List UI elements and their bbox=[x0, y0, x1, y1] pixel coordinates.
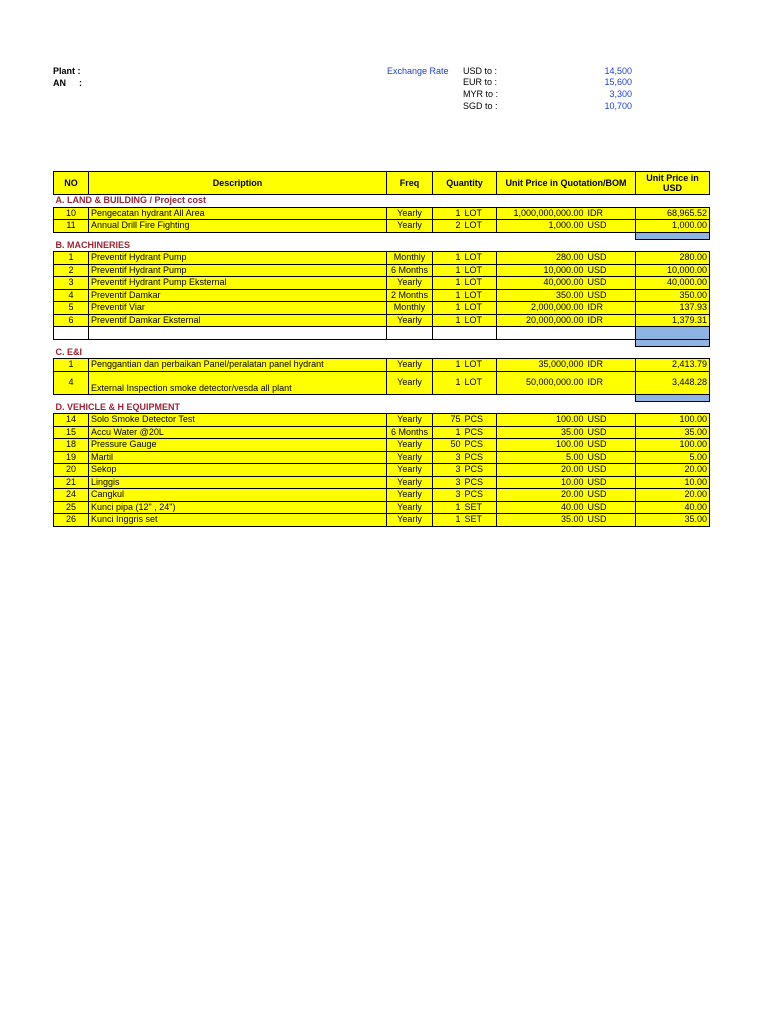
cell-unit[interactable]: SET bbox=[463, 501, 497, 514]
cell-currency[interactable]: USD bbox=[586, 451, 636, 464]
cell-no[interactable]: 4 bbox=[54, 371, 89, 394]
cell-unit-price[interactable]: 10,000.00 bbox=[497, 264, 586, 277]
cell-freq[interactable]: Yearly bbox=[387, 277, 433, 290]
cell-price-usd[interactable]: 20.00 bbox=[636, 489, 710, 502]
cell-freq[interactable]: Yearly bbox=[387, 464, 433, 477]
cost-table bbox=[53, 171, 710, 527]
spacer-cell bbox=[636, 394, 710, 401]
cell-description[interactable]: Preventif Hydrant Pump bbox=[89, 264, 387, 277]
cell-qty[interactable]: 2 bbox=[433, 220, 463, 233]
cell-unit-price[interactable]: 50,000,000.00 bbox=[497, 371, 586, 394]
cell-no[interactable]: 5 bbox=[54, 302, 89, 315]
empty-cell[interactable] bbox=[89, 327, 387, 340]
section-header bbox=[54, 346, 710, 359]
cell-description[interactable]: Preventif Hydrant Pump bbox=[89, 252, 387, 265]
cell-unit[interactable]: PCS bbox=[463, 451, 497, 464]
cell-unit-price[interactable]: 40,000.00 bbox=[497, 277, 586, 290]
cell-freq[interactable]: 6 Months bbox=[387, 426, 433, 439]
spacer-cell bbox=[497, 232, 586, 239]
cell-unit[interactable]: LOT bbox=[463, 220, 497, 233]
cell-description[interactable]: Pressure Gauge bbox=[89, 439, 387, 452]
cell-qty[interactable]: 1 bbox=[433, 277, 463, 290]
table-header-row bbox=[54, 172, 710, 195]
cell-qty[interactable]: 1 bbox=[433, 289, 463, 302]
cell-price-usd[interactable]: 350.00 bbox=[636, 289, 710, 302]
table-row[interactable] bbox=[54, 314, 710, 327]
table-row[interactable] bbox=[54, 207, 710, 220]
cell-description[interactable]: Accu Water @20L bbox=[89, 426, 387, 439]
table-row[interactable] bbox=[54, 514, 710, 527]
cell-freq[interactable]: Yearly bbox=[387, 359, 433, 372]
cell-unit-price[interactable]: 1,000.00 bbox=[497, 220, 586, 233]
empty-row[interactable] bbox=[54, 327, 710, 340]
rate-value-sgd[interactable]: 10,700 bbox=[604, 101, 632, 111]
cell-currency[interactable]: USD bbox=[586, 476, 636, 489]
plant-label: Plant : bbox=[53, 66, 81, 76]
cell-unit-price[interactable]: 100.00 bbox=[497, 439, 586, 452]
table-row[interactable] bbox=[54, 220, 710, 233]
spacer-cell bbox=[636, 232, 710, 239]
cell-unit-price[interactable]: 100.00 bbox=[497, 414, 586, 427]
cell-price-usd[interactable]: 35.00 bbox=[636, 514, 710, 527]
spacer-row bbox=[54, 232, 710, 239]
table-row[interactable] bbox=[54, 277, 710, 290]
cell-qty[interactable]: 1 bbox=[433, 264, 463, 277]
cell-currency[interactable]: USD bbox=[586, 489, 636, 502]
cell-unit-price[interactable]: 20,000,000.00 bbox=[497, 314, 586, 327]
cell-unit[interactable]: PCS bbox=[463, 476, 497, 489]
cell-price-usd[interactable]: 40,000.00 bbox=[636, 277, 710, 290]
cell-unit-price[interactable]: 280.00 bbox=[497, 252, 586, 265]
empty-cell[interactable] bbox=[463, 327, 497, 340]
empty-cell[interactable] bbox=[497, 327, 586, 340]
empty-cell[interactable] bbox=[636, 327, 710, 340]
cell-no[interactable]: 21 bbox=[54, 476, 89, 489]
spacer-cell bbox=[89, 232, 387, 239]
section-title[interactable]: C. E&I bbox=[54, 346, 710, 359]
cell-price-usd[interactable]: 280.00 bbox=[636, 252, 710, 265]
table-row[interactable] bbox=[54, 264, 710, 277]
cell-currency[interactable]: USD bbox=[586, 439, 636, 452]
cell-qty[interactable]: 3 bbox=[433, 451, 463, 464]
cell-qty[interactable]: 50 bbox=[433, 439, 463, 452]
cell-price-usd[interactable]: 5.00 bbox=[636, 451, 710, 464]
cell-unit[interactable]: LOT bbox=[463, 371, 497, 394]
spacer-cell bbox=[586, 339, 636, 346]
cell-unit-price[interactable]: 350.00 bbox=[497, 289, 586, 302]
cell-unit[interactable]: LOT bbox=[463, 207, 497, 220]
cell-currency[interactable]: USD bbox=[586, 277, 636, 290]
cell-description[interactable]: Penggantian dan perbaikan Panel/peralatan panel hydrant bbox=[89, 359, 387, 372]
cell-no[interactable]: 14 bbox=[54, 414, 89, 427]
cell-unit-price[interactable]: 1,000,000,000.00 bbox=[497, 207, 586, 220]
spacer-cell bbox=[497, 339, 586, 346]
cell-freq[interactable]: Yearly bbox=[387, 514, 433, 527]
table-row[interactable] bbox=[54, 464, 710, 477]
cell-currency[interactable]: USD bbox=[586, 289, 636, 302]
cell-unit[interactable]: SET bbox=[463, 514, 497, 527]
cell-no[interactable]: 15 bbox=[54, 426, 89, 439]
cell-qty[interactable]: 1 bbox=[433, 371, 463, 394]
cell-currency[interactable]: USD bbox=[586, 414, 636, 427]
cell-unit[interactable]: LOT bbox=[463, 252, 497, 265]
cell-unit[interactable]: LOT bbox=[463, 359, 497, 372]
spacer-row bbox=[54, 339, 710, 346]
cell-currency[interactable]: IDR bbox=[586, 314, 636, 327]
rate-value-usd[interactable]: 14,500 bbox=[604, 66, 632, 76]
spacer-cell bbox=[89, 394, 387, 401]
cell-price-usd[interactable]: 35.00 bbox=[636, 426, 710, 439]
cell-currency[interactable]: USD bbox=[586, 514, 636, 527]
spacer-cell bbox=[463, 232, 497, 239]
spacer-cell bbox=[433, 339, 463, 346]
cell-freq[interactable]: Yearly bbox=[387, 476, 433, 489]
cell-qty[interactable]: 1 bbox=[433, 426, 463, 439]
rate-label-sgd: SGD to : bbox=[463, 101, 498, 111]
col-header-freq[interactable]: Freq bbox=[387, 172, 433, 195]
cell-freq[interactable]: Yearly bbox=[387, 371, 433, 394]
spacer-cell bbox=[463, 394, 497, 401]
cell-freq[interactable]: Yearly bbox=[387, 439, 433, 452]
cell-description[interactable]: Kunci Inggris set bbox=[89, 514, 387, 527]
section-header bbox=[54, 195, 710, 208]
cell-currency[interactable]: IDR bbox=[586, 359, 636, 372]
spacer-cell bbox=[387, 339, 433, 346]
cell-description[interactable]: Annual Drill Fire Fighting bbox=[89, 220, 387, 233]
cell-freq[interactable]: Yearly bbox=[387, 314, 433, 327]
an-label: AN bbox=[53, 78, 66, 88]
cell-qty[interactable]: 1 bbox=[433, 514, 463, 527]
table-row[interactable] bbox=[54, 371, 710, 394]
cell-unit-price[interactable]: 5.00 bbox=[497, 451, 586, 464]
spacer-row bbox=[54, 394, 710, 401]
cell-qty[interactable]: 3 bbox=[433, 489, 463, 502]
cell-price-usd[interactable]: 10,000.00 bbox=[636, 264, 710, 277]
cell-unit[interactable]: PCS bbox=[463, 464, 497, 477]
cell-freq[interactable]: Yearly bbox=[387, 501, 433, 514]
rate-label-eur: EUR to : bbox=[463, 77, 498, 87]
cell-freq[interactable]: Yearly bbox=[387, 220, 433, 233]
cell-description[interactable]: Pengecatan hydrant All Area bbox=[89, 207, 387, 220]
spacer-cell bbox=[387, 394, 433, 401]
cell-currency[interactable]: USD bbox=[586, 264, 636, 277]
cell-unit[interactable]: LOT bbox=[463, 302, 497, 315]
cell-description[interactable]: External Inspection smoke detector/vesda all plant bbox=[89, 371, 387, 394]
cell-description[interactable]: Sekop bbox=[89, 464, 387, 477]
cell-currency[interactable]: USD bbox=[586, 426, 636, 439]
cell-no[interactable]: 26 bbox=[54, 514, 89, 527]
cell-qty[interactable]: 75 bbox=[433, 414, 463, 427]
cell-currency[interactable]: IDR bbox=[586, 302, 636, 315]
cell-freq[interactable]: Monthly bbox=[387, 252, 433, 265]
col-header-unit-price-quotation[interactable]: Unit Price in Quotation/BOM bbox=[497, 172, 636, 195]
table-row[interactable] bbox=[54, 359, 710, 372]
table-row[interactable] bbox=[54, 302, 710, 315]
cell-no[interactable]: 18 bbox=[54, 439, 89, 452]
table-row[interactable] bbox=[54, 414, 710, 427]
cell-description[interactable]: Martil bbox=[89, 451, 387, 464]
cell-qty[interactable]: 1 bbox=[433, 252, 463, 265]
empty-cell[interactable] bbox=[387, 327, 433, 340]
table-row[interactable] bbox=[54, 289, 710, 302]
table-row[interactable] bbox=[54, 476, 710, 489]
exchange-rate-label: Exchange Rate bbox=[387, 66, 449, 76]
cell-no[interactable]: 20 bbox=[54, 464, 89, 477]
col-header-no[interactable]: NO bbox=[54, 172, 89, 195]
cell-no[interactable]: 1 bbox=[54, 359, 89, 372]
spacer-cell bbox=[54, 339, 89, 346]
cell-currency[interactable]: USD bbox=[586, 252, 636, 265]
cell-no[interactable]: 3 bbox=[54, 277, 89, 290]
spacer-cell bbox=[54, 394, 89, 401]
cell-currency[interactable]: USD bbox=[586, 220, 636, 233]
table-row[interactable] bbox=[54, 489, 710, 502]
cell-qty[interactable]: 1 bbox=[433, 501, 463, 514]
cell-description[interactable]: Solo Smoke Detector Test bbox=[89, 414, 387, 427]
cell-qty[interactable]: 1 bbox=[433, 314, 463, 327]
cell-unit-price[interactable]: 35.00 bbox=[497, 426, 586, 439]
spacer-cell bbox=[89, 339, 387, 346]
cell-price-usd[interactable]: 20.00 bbox=[636, 464, 710, 477]
rate-value-eur[interactable]: 15,600 bbox=[604, 77, 632, 87]
cell-price-usd[interactable]: 137.93 bbox=[636, 302, 710, 315]
rate-value-myr[interactable]: 3,300 bbox=[609, 89, 632, 99]
cell-freq[interactable]: Yearly bbox=[387, 414, 433, 427]
cell-no[interactable]: 25 bbox=[54, 501, 89, 514]
cell-no[interactable]: 4 bbox=[54, 289, 89, 302]
cell-no[interactable]: 2 bbox=[54, 264, 89, 277]
spacer-cell bbox=[387, 232, 433, 239]
empty-cell[interactable] bbox=[433, 327, 463, 340]
table-row[interactable] bbox=[54, 439, 710, 452]
cell-unit[interactable]: LOT bbox=[463, 277, 497, 290]
cell-freq[interactable]: Yearly bbox=[387, 207, 433, 220]
cell-unit[interactable]: PCS bbox=[463, 439, 497, 452]
rate-label-myr: MYR to : bbox=[463, 89, 499, 99]
cell-price-usd[interactable]: 1,379.31 bbox=[636, 314, 710, 327]
section-header bbox=[54, 401, 710, 414]
an-colon: : bbox=[79, 78, 82, 88]
cell-price-usd[interactable]: 100.00 bbox=[636, 414, 710, 427]
col-header-description[interactable]: Description bbox=[89, 172, 387, 195]
cell-price-usd[interactable]: 68,965.52 bbox=[636, 207, 710, 220]
cell-currency[interactable]: IDR bbox=[586, 371, 636, 394]
cell-description[interactable]: Preventif Viar bbox=[89, 302, 387, 315]
cell-unit[interactable]: LOT bbox=[463, 289, 497, 302]
section-title[interactable]: A. LAND & BUILDING / Project cost bbox=[54, 195, 710, 208]
spacer-cell bbox=[433, 394, 463, 401]
cell-price-usd[interactable]: 3,448.28 bbox=[636, 371, 710, 394]
cell-qty[interactable]: 3 bbox=[433, 476, 463, 489]
cell-unit-price[interactable]: 35,000,000 bbox=[497, 359, 586, 372]
cell-no[interactable]: 19 bbox=[54, 451, 89, 464]
empty-cell[interactable] bbox=[586, 327, 636, 340]
spacer-cell bbox=[433, 232, 463, 239]
cell-currency[interactable]: USD bbox=[586, 501, 636, 514]
cell-qty[interactable]: 1 bbox=[433, 359, 463, 372]
spacer-cell bbox=[636, 339, 710, 346]
cell-no[interactable]: 10 bbox=[54, 207, 89, 220]
cell-currency[interactable]: USD bbox=[586, 464, 636, 477]
cell-unit-price[interactable]: 35.00 bbox=[497, 514, 586, 527]
spacer-cell bbox=[497, 394, 586, 401]
cell-unit[interactable]: PCS bbox=[463, 414, 497, 427]
cell-unit-price[interactable]: 2,000,000.00 bbox=[497, 302, 586, 315]
table-row[interactable] bbox=[54, 451, 710, 464]
spacer-cell bbox=[463, 339, 497, 346]
cell-unit[interactable]: PCS bbox=[463, 426, 497, 439]
cell-no[interactable]: 1 bbox=[54, 252, 89, 265]
cell-description[interactable]: Preventif Damkar Eksternal bbox=[89, 314, 387, 327]
section-title[interactable]: D. VEHICLE & H EQUIPMENT bbox=[54, 401, 710, 414]
cell-qty[interactable]: 1 bbox=[433, 302, 463, 315]
cell-description[interactable]: Cangkul bbox=[89, 489, 387, 502]
spacer-cell bbox=[586, 394, 636, 401]
cell-price-usd[interactable]: 10.00 bbox=[636, 476, 710, 489]
spacer-cell bbox=[586, 232, 636, 239]
cell-qty[interactable]: 3 bbox=[433, 464, 463, 477]
table-body bbox=[54, 195, 710, 527]
cell-description[interactable]: Preventif Hydrant Pump Eksternal bbox=[89, 277, 387, 290]
col-header-unit-price-usd[interactable]: Unit Price in USD bbox=[636, 172, 710, 195]
cell-no[interactable]: 6 bbox=[54, 314, 89, 327]
cell-description[interactable]: Kunci pipa (12" , 24") bbox=[89, 501, 387, 514]
section-header bbox=[54, 239, 710, 252]
cell-price-usd[interactable]: 1,000.00 bbox=[636, 220, 710, 233]
cell-description[interactable]: Linggis bbox=[89, 476, 387, 489]
cell-qty[interactable]: 1 bbox=[433, 207, 463, 220]
cell-description[interactable]: Preventif Damkar bbox=[89, 289, 387, 302]
table-row[interactable] bbox=[54, 501, 710, 514]
cell-unit[interactable]: PCS bbox=[463, 489, 497, 502]
cell-unit-price[interactable]: 20.00 bbox=[497, 489, 586, 502]
table-row[interactable] bbox=[54, 426, 710, 439]
section-title[interactable]: B. MACHINERIES bbox=[54, 239, 710, 252]
cell-freq[interactable]: 2 Months bbox=[387, 289, 433, 302]
spacer-cell bbox=[54, 232, 89, 239]
cell-price-usd[interactable]: 40.00 bbox=[636, 501, 710, 514]
cell-unit-price[interactable]: 40.00 bbox=[497, 501, 586, 514]
cell-freq[interactable]: Yearly bbox=[387, 451, 433, 464]
cell-freq[interactable]: Yearly bbox=[387, 489, 433, 502]
cell-unit-price[interactable]: 20.00 bbox=[497, 464, 586, 477]
empty-cell[interactable] bbox=[54, 327, 89, 340]
cell-unit-price[interactable]: 10.00 bbox=[497, 476, 586, 489]
cell-price-usd[interactable]: 2,413.79 bbox=[636, 359, 710, 372]
cell-no[interactable]: 11 bbox=[54, 220, 89, 233]
col-header-quantity[interactable]: Quantity bbox=[433, 172, 497, 195]
cell-unit[interactable]: LOT bbox=[463, 264, 497, 277]
cell-freq[interactable]: 6 Months bbox=[387, 264, 433, 277]
cell-freq[interactable]: Monthly bbox=[387, 302, 433, 315]
table-row[interactable] bbox=[54, 252, 710, 265]
cell-price-usd[interactable]: 100.00 bbox=[636, 439, 710, 452]
cell-unit[interactable]: LOT bbox=[463, 314, 497, 327]
rate-label-usd: USD to : bbox=[463, 66, 498, 76]
cell-currency[interactable]: IDR bbox=[586, 207, 636, 220]
cell-no[interactable]: 24 bbox=[54, 489, 89, 502]
